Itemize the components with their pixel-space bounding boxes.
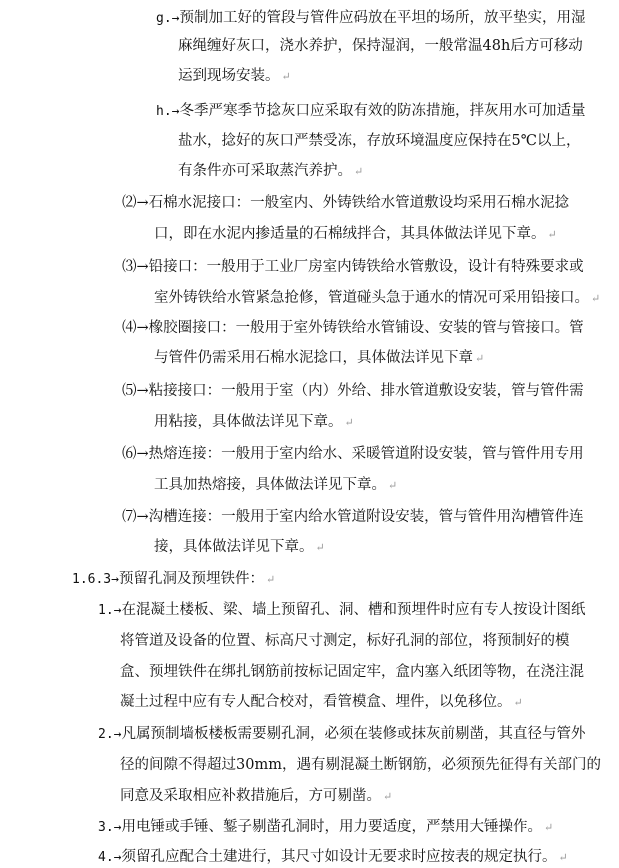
list-2-text-1: 凡属预制墙板楼板需要剔孔洞，必须在装修或抹灰前剔凿，其直径与管外: [121, 726, 586, 742]
list-4-line-1: [98, 847, 568, 867]
item-3-line-2: [154, 288, 600, 308]
item-6-marker: ⑹→: [122, 446, 149, 462]
list-1-line-1: [98, 600, 585, 620]
section-heading: [72, 569, 275, 589]
list-1-text-2: 将管道及设备的位置、标高尺寸测定，标好孔洞的部位，将预制好的模: [120, 633, 570, 649]
list-1-text-4: 凝土过程中应有专人配合校对，看管模盒、埋件，以免移位。: [120, 694, 512, 710]
item-5-text-1: 粘接接口：一般用于室（内）外给、排水管道敷设安装，管与管件需: [148, 383, 584, 399]
section-title: 预留孔洞及预埋铁件：: [118, 571, 264, 587]
item-3-text-1: 铅接口：一般用于工业厂房室内铸铁给水管敷设，设计有特殊要求或: [148, 259, 584, 275]
list-3-marker: 3.→: [98, 820, 122, 835]
item-5-text-2: 用粘接，具体做法详见下章。: [154, 414, 343, 430]
item-4-marker: ⑷→: [122, 320, 149, 336]
item-4-text-2: 与管件仍需采用石棉水泥捻口，具体做法详见下章: [154, 350, 473, 366]
paragraph-mark: ↵: [475, 352, 485, 365]
item-g-marker: g.→: [156, 11, 180, 26]
paragraph-mark: ↵: [265, 573, 276, 586]
section-number: 1.6.3→: [72, 572, 119, 587]
paragraph-mark: ↵: [344, 416, 354, 429]
item-4-line-2: [154, 348, 484, 368]
item-7-text-2: 接，具体做法详见下章。: [154, 539, 314, 555]
list-3-text-1: 用电锤或手锤、錾子剔凿孔洞时，用力要适度，严禁用大锤操作。: [121, 819, 542, 835]
list-2-line-3: [120, 786, 392, 806]
list-1-text-3: 盒、预埋铁件在绑扎钢筋前按标记固定牢，盒内塞入纸团等物，在浇注混: [120, 664, 584, 680]
item-7-line-1: [122, 507, 584, 527]
paragraph-mark: ↵: [547, 228, 557, 241]
paragraph-mark: ↵: [315, 541, 325, 554]
item-g-text-3: 运到现场安装。: [178, 68, 280, 84]
item-6-line-2: [154, 475, 397, 495]
paragraph-mark: ↵: [383, 790, 393, 803]
item-h-line-2: [178, 131, 580, 151]
item-g-line-1: [156, 8, 585, 28]
item-h-marker: h.→: [156, 104, 180, 119]
list-1-text-1: 在混凝土楼板、梁、墙上预留孔、洞、槽和预埋件时应有专人按设计图纸: [121, 602, 586, 618]
list-2-text-2: 径的间隙不得超过30mm，遇有剔混凝土断钢筋，必须预先征得有关部门的: [120, 757, 601, 773]
list-4-text-1: 须留孔应配合土建进行，其尺寸如设计无要求时应按表的规定执行。: [121, 849, 557, 865]
item-4-text-1: 橡胶圈接口：一般用于室外铸铁给水管铺设、安装的管与管接口。管: [148, 320, 584, 336]
item-h-line-1: [156, 101, 585, 121]
item-g-line-2: [178, 36, 583, 56]
paragraph-mark: ↵: [388, 479, 398, 492]
item-3-line-1: [122, 257, 584, 277]
list-1-marker: 1.→: [98, 603, 122, 618]
item-2-line-2: [154, 224, 557, 244]
item-2-text-1: 石棉水泥接口：一般室内、外铸铁给水管道敷设均采用石棉水泥捻: [148, 195, 570, 211]
paragraph-mark: ↵: [281, 70, 291, 83]
paragraph-mark: ↵: [513, 696, 523, 709]
item-6-line-1: [122, 444, 584, 464]
item-7-text-1: 沟槽连接：一般用于室内给水管道附设安装，管与管件用沟槽管件连: [148, 509, 584, 525]
paragraph-mark: ↵: [591, 292, 601, 305]
item-g-line-3: [178, 66, 291, 86]
item-g-text-1: 预制加工好的管段与管件应码放在平坦的场所，放平垫实，用湿: [179, 10, 586, 26]
item-h-text-2: 盐水，捻好的灰口严禁受冻，存放环境温度应保持在5℃以上，: [178, 133, 581, 149]
list-1-line-4: [120, 692, 523, 712]
item-2-marker: ⑵→: [122, 195, 149, 211]
paragraph-mark: ↵: [354, 165, 364, 178]
list-4-marker: 4.→: [98, 850, 122, 865]
item-3-marker: ⑶→: [122, 259, 149, 275]
item-6-text-2: 工具加热熔接，具体做法详见下章。: [154, 477, 386, 493]
item-h-text-3: 有条件亦可采取蒸汽养护。: [178, 163, 352, 179]
item-3-text-2: 室外铸铁给水管紧急抢修，管道碰头急于通水的情况可采用铅接口。: [154, 290, 589, 306]
list-2-marker: 2.→: [98, 727, 122, 742]
list-3-line-1: [98, 817, 553, 837]
item-2-line-1: [122, 193, 569, 213]
item-7-marker: ⑺→: [122, 509, 149, 525]
paragraph-mark: ↵: [558, 851, 568, 864]
paragraph-mark: ↵: [543, 821, 554, 834]
item-h-line-3: [178, 161, 363, 181]
list-2-text-3: 同意及采取相应补救措施后，方可剔凿。: [120, 788, 381, 804]
item-5-line-2: [154, 412, 354, 432]
item-5-marker: ⑸→: [122, 383, 149, 399]
list-1-line-2: [120, 631, 570, 651]
item-4-line-1: [122, 318, 584, 338]
item-g-text-2: 麻绳缠好灰口，浇水养护，保持湿润，一般常温48h后方可移动: [178, 38, 583, 54]
list-1-line-3: [120, 662, 584, 682]
list-2-line-1: [98, 724, 585, 744]
item-6-text-1: 热熔连接：一般用于室内给水、采暖管道附设安装，管与管件用专用: [148, 446, 584, 462]
item-h-text-1: 冬季严寒季节捻灰口应采取有效的防冻措施，拌灰用水可加适量: [179, 103, 586, 119]
item-7-line-2: [154, 537, 325, 557]
item-2-text-2: 口，即在水泥内掺适量的石棉绒拌合，其具体做法详见下章。: [154, 226, 546, 242]
item-5-line-1: [122, 381, 584, 401]
list-2-line-2: [120, 755, 601, 775]
